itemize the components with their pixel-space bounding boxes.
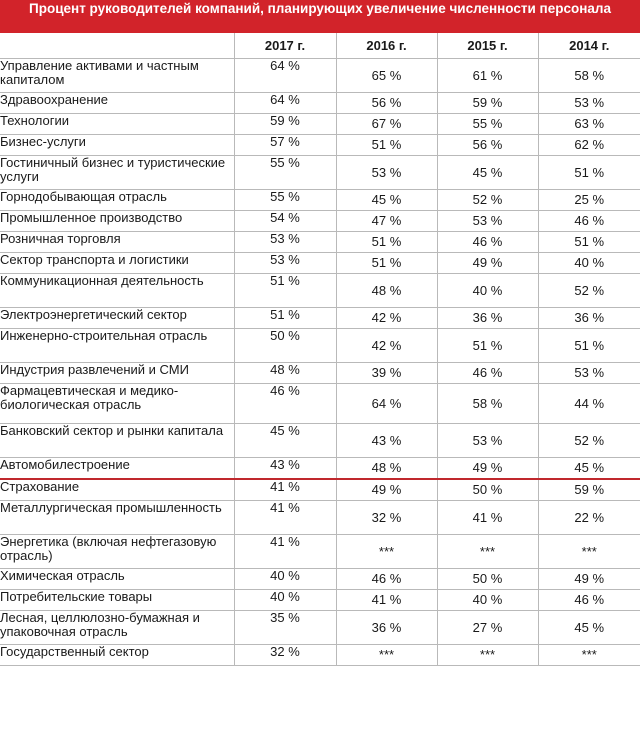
table-row (0, 535, 640, 569)
cell-2014: *** (538, 645, 640, 666)
cell-2015: 46 % (437, 232, 538, 253)
cell-2014: 46 % (538, 211, 640, 232)
row-category: Сектор транспорта и логистики (0, 253, 234, 274)
cell-2017: 40 % (234, 590, 336, 611)
cell-2015: 49 % (437, 458, 538, 480)
cell-2016: 48 % (336, 458, 437, 480)
cell-2017: 55 % (234, 156, 336, 190)
row-category: Розничная торговля (0, 232, 234, 253)
cell-2014: 58 % (538, 59, 640, 93)
cell-2016: 51 % (336, 232, 437, 253)
cell-2015: *** (437, 645, 538, 666)
cell-2016: 64 % (336, 384, 437, 424)
header-row (0, 33, 640, 59)
cell-2016: 51 % (336, 135, 437, 156)
cell-2017: 43 % (234, 458, 336, 480)
cell-2017: 41 % (234, 501, 336, 535)
cell-2015: *** (437, 535, 538, 569)
table-row (0, 135, 640, 156)
column-header-2017: 2017 г. (234, 33, 336, 59)
cell-2016: *** (336, 535, 437, 569)
row-category: Автомобилестроение (0, 458, 234, 480)
cell-2016: 67 % (336, 114, 437, 135)
row-category: Промышленное производство (0, 211, 234, 232)
cell-2015: 50 % (437, 569, 538, 590)
cell-2017: 51 % (234, 274, 336, 308)
row-category: Технологии (0, 114, 234, 135)
table-row (0, 501, 640, 535)
column-header-2016: 2016 г. (336, 33, 437, 59)
cell-2014: 49 % (538, 569, 640, 590)
cell-2017: 35 % (234, 611, 336, 645)
cell-2016: 41 % (336, 590, 437, 611)
row-category: Фармацевтическая и медико-биологическая отрасль (0, 384, 234, 424)
cell-2017: 64 % (234, 93, 336, 114)
cell-2015: 46 % (437, 363, 538, 384)
cell-2017: 55 % (234, 190, 336, 211)
row-category: Коммуникационная деятельность (0, 274, 234, 308)
cell-2017: 46 % (234, 384, 336, 424)
cell-2014: 52 % (538, 274, 640, 308)
row-category: Энергетика (включая нефтегазовую отрасль) (0, 535, 234, 569)
row-category: Гостиничный бизнес и туристические услуги (0, 156, 234, 190)
table-row (0, 569, 640, 590)
table-row (0, 384, 640, 424)
table-row (0, 424, 640, 458)
cell-2015: 36 % (437, 308, 538, 329)
cell-2017: 48 % (234, 363, 336, 384)
row-category: Индустрия развлечений и СМИ (0, 363, 234, 384)
column-header-category (0, 33, 234, 59)
table-row (0, 93, 640, 114)
cell-2014: 52 % (538, 424, 640, 458)
data-table (0, 33, 640, 666)
cell-2017: 53 % (234, 253, 336, 274)
cell-2016: 43 % (336, 424, 437, 458)
row-category: Химическая отрасль (0, 569, 234, 590)
table-body (0, 59, 640, 666)
row-category: Потребительские товары (0, 590, 234, 611)
cell-2014: 51 % (538, 156, 640, 190)
cell-2014: 51 % (538, 232, 640, 253)
table-row (0, 308, 640, 329)
cell-2014: 25 % (538, 190, 640, 211)
cell-2016: *** (336, 645, 437, 666)
row-category: Страхование (0, 479, 234, 501)
cell-2016: 65 % (336, 59, 437, 93)
row-category: Горнодобывающая отрасль (0, 190, 234, 211)
cell-2016: 51 % (336, 253, 437, 274)
table-row (0, 274, 640, 308)
cell-2014: 51 % (538, 329, 640, 363)
cell-2016: 47 % (336, 211, 437, 232)
cell-2015: 53 % (437, 424, 538, 458)
table-title: Процент руководителей компаний, планирующих увеличение численности персонала (0, 0, 640, 33)
cell-2017: 32 % (234, 645, 336, 666)
cell-2014: 53 % (538, 363, 640, 384)
cell-2017: 53 % (234, 232, 336, 253)
column-header-2014: 2014 г. (538, 33, 640, 59)
cell-2014: 63 % (538, 114, 640, 135)
cell-2017: 41 % (234, 479, 336, 501)
cell-2015: 56 % (437, 135, 538, 156)
row-category: Бизнес-услуги (0, 135, 234, 156)
cell-2015: 53 % (437, 211, 538, 232)
cell-2016: 53 % (336, 156, 437, 190)
cell-2015: 61 % (437, 59, 538, 93)
cell-2015: 45 % (437, 156, 538, 190)
row-category: Лесная, целлюлозно-бумажная и упаковочная отрасль (0, 611, 234, 645)
row-category: Металлургическая промышленность (0, 501, 234, 535)
cell-2014: 44 % (538, 384, 640, 424)
table-row (0, 59, 640, 93)
cell-2015: 51 % (437, 329, 538, 363)
cell-2017: 57 % (234, 135, 336, 156)
cell-2016: 45 % (336, 190, 437, 211)
cell-2014: 59 % (538, 479, 640, 501)
table-row (0, 363, 640, 384)
table-row (0, 458, 640, 480)
cell-2015: 27 % (437, 611, 538, 645)
row-category: Банковский сектор и рынки капитала (0, 424, 234, 458)
cell-2014: 53 % (538, 93, 640, 114)
row-category: Управление активами и частным капиталом (0, 59, 234, 93)
cell-2016: 49 % (336, 479, 437, 501)
cell-2016: 46 % (336, 569, 437, 590)
cell-2016: 39 % (336, 363, 437, 384)
table-row (0, 645, 640, 666)
table-row (0, 590, 640, 611)
cell-2014: 40 % (538, 253, 640, 274)
cell-2016: 36 % (336, 611, 437, 645)
row-category: Инженерно-строительная отрасль (0, 329, 234, 363)
cell-2017: 50 % (234, 329, 336, 363)
cell-2016: 42 % (336, 329, 437, 363)
cell-2015: 52 % (437, 190, 538, 211)
cell-2015: 40 % (437, 590, 538, 611)
table-row (0, 479, 640, 501)
cell-2014: 36 % (538, 308, 640, 329)
cell-2017: 59 % (234, 114, 336, 135)
cell-2017: 54 % (234, 211, 336, 232)
table-row (0, 329, 640, 363)
cell-2016: 42 % (336, 308, 437, 329)
row-category: Государственный сектор (0, 645, 234, 666)
cell-2017: 40 % (234, 569, 336, 590)
cell-2015: 58 % (437, 384, 538, 424)
table-row (0, 211, 640, 232)
cell-2015: 59 % (437, 93, 538, 114)
cell-2017: 51 % (234, 308, 336, 329)
row-category: Электроэнергетический сектор (0, 308, 234, 329)
cell-2016: 56 % (336, 93, 437, 114)
cell-2014: *** (538, 535, 640, 569)
cell-2017: 41 % (234, 535, 336, 569)
cell-2017: 64 % (234, 59, 336, 93)
row-category: Здравоохранение (0, 93, 234, 114)
cell-2015: 55 % (437, 114, 538, 135)
cell-2014: 46 % (538, 590, 640, 611)
table-row (0, 190, 640, 211)
cell-2014: 45 % (538, 611, 640, 645)
cell-2015: 49 % (437, 253, 538, 274)
cell-2014: 22 % (538, 501, 640, 535)
column-header-2015: 2015 г. (437, 33, 538, 59)
table-row (0, 156, 640, 190)
cell-2016: 32 % (336, 501, 437, 535)
cell-2015: 41 % (437, 501, 538, 535)
cell-2014: 45 % (538, 458, 640, 480)
cell-2017: 45 % (234, 424, 336, 458)
cell-2016: 48 % (336, 274, 437, 308)
table-row (0, 253, 640, 274)
cell-2015: 40 % (437, 274, 538, 308)
table-row (0, 232, 640, 253)
table-row (0, 114, 640, 135)
cell-2014: 62 % (538, 135, 640, 156)
cell-2015: 50 % (437, 479, 538, 501)
table-row (0, 611, 640, 645)
